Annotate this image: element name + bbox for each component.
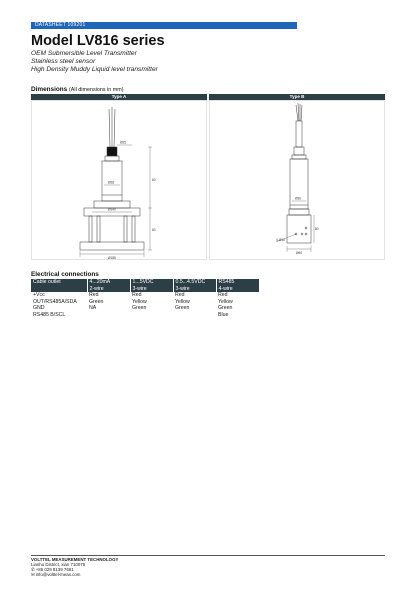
dim-label: Ø30 — [295, 196, 302, 201]
column-subheader: 3-wire — [173, 286, 216, 293]
column-header: 0.5...4.5VDC — [173, 279, 216, 286]
datasheet-number: DATASHEET 109201 — [35, 22, 86, 28]
table-cell: Green — [175, 305, 190, 311]
table-cell: +Vcc — [33, 292, 45, 298]
table-row — [31, 312, 259, 319]
type-b-header: Type B — [209, 94, 385, 100]
table-cell: Blue — [218, 311, 229, 318]
cable-wires — [109, 107, 115, 147]
footer-company: VOLTTEL MEASUREMENT TECHNOLOGY — [31, 557, 119, 562]
type-b-drawing-svg — [210, 101, 386, 261]
column-header: 1...5VDC — [130, 279, 173, 286]
neck-ring — [105, 156, 119, 161]
table-cell: OUT/RS485A/SDA — [33, 298, 77, 305]
dim-label: Ø185 — [108, 256, 116, 260]
dim-label: Ø28 — [108, 180, 115, 185]
table-cell: NA — [89, 305, 97, 311]
product-subtitles — [31, 50, 158, 73]
dimensions-heading — [31, 86, 124, 93]
footer-phone: +86 029 8139 7661 — [35, 567, 74, 572]
table-cell — [173, 312, 216, 319]
subtitle-line: High Density Muddy Liquid level transmitter — [31, 65, 158, 73]
column-header: Cable outlet — [31, 279, 87, 286]
sensor-body — [290, 159, 308, 209]
dim-label: Ø60 — [296, 251, 303, 255]
footer-email-link[interactable]: info@volttel-meas.com — [35, 572, 81, 577]
table-cell: Yellow — [132, 298, 147, 305]
neck — [294, 147, 304, 155]
dim-label: 80 — [315, 227, 319, 231]
column-subheader: 4-wire — [216, 286, 259, 293]
datasheet-number-bar — [31, 22, 297, 29]
type-a-drawing-svg — [32, 101, 208, 261]
dim-label: Ø25 — [120, 140, 127, 145]
flange-block — [287, 215, 311, 243]
electrical-heading: Electrical connections — [31, 271, 99, 278]
email-icon: ✉ — [31, 572, 35, 577]
footer-email-line — [31, 572, 118, 577]
table-cell: Red — [218, 292, 228, 298]
footer-address: Lianhu District, xian 710075 — [31, 562, 86, 567]
table-cell: Green — [89, 298, 104, 305]
footer-divider — [31, 555, 385, 556]
dim-label: 60 — [152, 178, 156, 182]
subtitle-line: OEM Submersible Level Transmitter — [31, 50, 137, 57]
column-header: 4...20mA — [87, 279, 130, 286]
type-a-drawing — [31, 100, 207, 260]
footer — [31, 557, 118, 577]
cable-sleeve — [296, 121, 302, 147]
bottom-flange — [80, 242, 144, 250]
phone-icon: ✆ — [31, 567, 35, 572]
page-title: Model LV816 series — [31, 33, 165, 49]
cable-gland — [107, 147, 117, 156]
table-cell: GND — [33, 305, 45, 311]
type-a-header: Type A — [31, 94, 207, 100]
cable-wires — [296, 103, 302, 121]
dim-label: 60 — [152, 228, 156, 232]
table-cell: RS485 B/SCL — [33, 311, 66, 318]
table-cell: Red — [132, 292, 142, 298]
subtitle-line: Stainless steel sensor — [31, 57, 96, 65]
table-cell: Red — [175, 292, 185, 298]
table-cell — [130, 312, 173, 319]
table-cell: Yellow — [175, 298, 190, 305]
electrical-connections-table — [31, 279, 259, 318]
table-cell: Red — [89, 292, 99, 298]
column-subheader: 3-wire — [130, 286, 173, 293]
dim-label: Ø140 — [108, 207, 116, 212]
table-cell — [87, 312, 130, 319]
type-b-drawing — [209, 100, 385, 260]
column-subheader: 2-wire — [87, 286, 130, 293]
table-cell: Green — [132, 305, 147, 311]
dimensions-title: Dimensions — [31, 86, 68, 93]
table-cell: Green — [218, 305, 233, 311]
dim-label: 4-Ø10 — [276, 238, 285, 242]
column-header: RS485 — [216, 279, 259, 286]
table-cell: Yellow — [218, 298, 233, 305]
dimensions-note: (All dimensions in mm) — [69, 87, 124, 93]
